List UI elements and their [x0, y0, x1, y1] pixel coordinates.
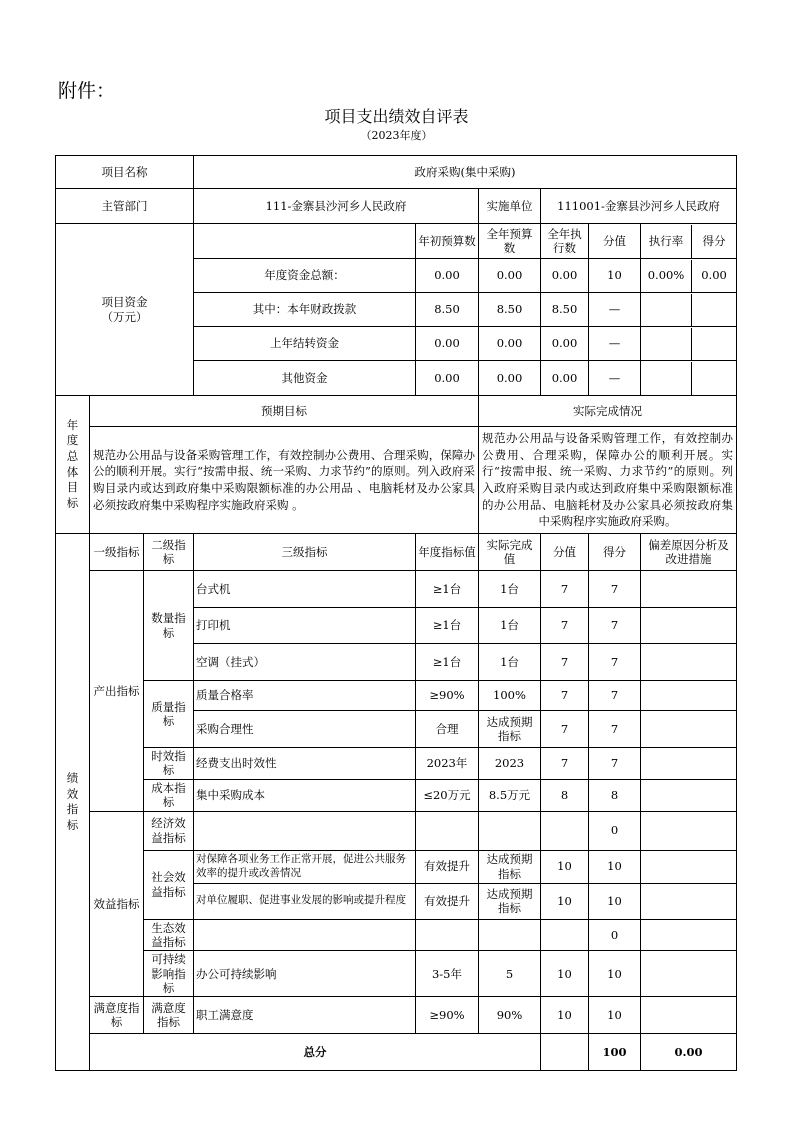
- funds-full: 0.00: [479, 327, 541, 361]
- funds-score: [692, 362, 736, 395]
- actual-text: 规范办公用品与设备采购管理工作，有效控制办公费用、合理采购，保障办公的顺利开展。实行“按需申报、统一采购、力求节约”的原则。列入政府采购目录内或达到政府集中采购限额标准的办公用品、电脑耗材及办公家具必须按政府集中采购程序实施政府采购。: [479, 427, 737, 534]
- indicator-name: 采购合理性: [194, 711, 416, 748]
- indicator-target: ≥90%: [416, 681, 479, 711]
- indicator-name: 对保障各项业务工作正常开展，促进公共服务效率的提升或改善情况: [194, 850, 416, 883]
- header-exec-rate: 执行率: [641, 225, 692, 258]
- indicator-name: 经费支出时效性: [194, 748, 416, 780]
- indicator-reason: [641, 571, 737, 608]
- indicator-name: 质量合格率: [194, 681, 416, 711]
- page-title: 项目支出绩效自评表: [324, 107, 469, 126]
- perf-row-ecological: [56, 919, 737, 951]
- indicator-value: [541, 919, 589, 951]
- sustainable-label: 可持续影响指标: [144, 951, 194, 997]
- funds-exec: 0.00: [541, 327, 589, 361]
- indicator-actual: 1台: [479, 608, 541, 644]
- funds-value: —: [589, 293, 641, 327]
- funds-score: [692, 294, 736, 326]
- total-blank: [541, 1034, 589, 1071]
- funds-row-label: 其中：本年财政拨款: [194, 293, 416, 327]
- header-exec-full: 全年执行数: [541, 224, 589, 259]
- indicator-name: [194, 811, 416, 850]
- attachment-label: 附件：: [58, 80, 116, 102]
- timeliness-label: 时效指标: [144, 748, 194, 780]
- expected-label: 预期目标: [90, 396, 479, 427]
- project-name: 政府采购(集中采购): [194, 156, 737, 189]
- funds-value: —: [589, 327, 641, 361]
- indicator-score: 8: [589, 779, 641, 811]
- perf-header-value: 分值: [541, 534, 589, 571]
- total-label: 总分: [90, 1034, 541, 1071]
- indicator-value: 7: [541, 608, 589, 644]
- funds-full: 0.00: [479, 259, 541, 293]
- indicator-reason: [641, 811, 737, 850]
- indicator-actual: 90%: [479, 997, 541, 1034]
- funds-initial: 8.50: [416, 293, 479, 327]
- indicator-actual: [479, 919, 541, 951]
- funds-rate-score: [641, 293, 737, 327]
- indicator-score: 7: [589, 644, 641, 681]
- perf-header-target: 年度指标值: [416, 534, 479, 571]
- satisfaction-l2: 满意度指标: [144, 997, 194, 1034]
- indicator-actual: 1台: [479, 571, 541, 608]
- perf-row-satisfaction: [56, 997, 737, 1034]
- total-value: 100: [589, 1034, 641, 1071]
- indicator-name: 空调（挂式）: [194, 644, 416, 681]
- indicator-actual: 100%: [479, 681, 541, 711]
- funds-initial: 0.00: [416, 259, 479, 293]
- total-row: [56, 1034, 737, 1071]
- indicator-actual: 达成预期指标: [479, 850, 541, 883]
- indicator-value: 7: [541, 644, 589, 681]
- funds-rate-score: [641, 327, 737, 361]
- indicator-name: 办公可持续影响: [194, 951, 416, 997]
- funds-rate: [641, 294, 692, 326]
- funds-row-label: 年度资金总额：: [194, 259, 416, 293]
- indicator-value: 10: [541, 850, 589, 883]
- funds-rate-score: [641, 259, 737, 293]
- benefit-label: 效益指标: [90, 811, 144, 997]
- indicator-score: 7: [589, 748, 641, 780]
- ecological-label: 生态效益指标: [144, 919, 194, 951]
- indicator-reason: [641, 919, 737, 951]
- funds-header-row: [56, 224, 737, 259]
- cost-label: 成本指标: [144, 779, 194, 811]
- perf-label: 绩 效 指 标: [56, 534, 90, 1071]
- indicator-name: 对单位履职、促进事业发展的影响或提升程度: [194, 883, 416, 919]
- header-budget-initial: 年初预算数: [416, 224, 479, 259]
- indicator-score: 7: [589, 711, 641, 748]
- indicator-target: 3-5年: [416, 951, 479, 997]
- indicator-actual: 1台: [479, 644, 541, 681]
- header-score: 得分: [702, 233, 726, 248]
- funds-full: 0.00: [479, 361, 541, 396]
- goal-header-row: [56, 396, 737, 427]
- indicator-score: 10: [589, 883, 641, 919]
- indicator-score: 7: [589, 571, 641, 608]
- indicator-actual: 2023: [479, 748, 541, 780]
- indicator-target: [416, 919, 479, 951]
- goal-label: 年 度 总 体 目 标: [56, 396, 90, 534]
- indicator-actual: 5: [479, 951, 541, 997]
- indicator-target: 有效提升: [416, 883, 479, 919]
- indicator-reason: [641, 997, 737, 1034]
- quantity-label: 数量指标: [144, 571, 194, 681]
- quality-label: 质量指标: [144, 681, 194, 748]
- indicator-target: [416, 811, 479, 850]
- perf-header-score: 得分: [589, 534, 641, 571]
- header-exec-rate-score: [641, 224, 737, 259]
- indicator-value: 7: [541, 748, 589, 780]
- year-label: （2023年度）: [360, 129, 433, 142]
- row-project-name: [56, 156, 737, 189]
- indicator-reason: [641, 748, 737, 780]
- funds-initial: 0.00: [416, 327, 479, 361]
- indicator-value: 7: [541, 711, 589, 748]
- funds-exec: 0.00: [541, 259, 589, 293]
- indicator-score: 7: [589, 681, 641, 711]
- expected-text: 规范办公用品与设备采购管理工作，有效控制办公费用、合理采购，保障办公的顺利开展。实行“按需申报、统一采购、力求节约”的原则。列入政府采购目录内或达到政府集中采购限额标准的办公用品 、电脑耗材及办公家具必须按政府集中采购程序实施政府采购 。: [90, 427, 479, 534]
- indicator-value: 7: [541, 681, 589, 711]
- indicator-score: 7: [589, 608, 641, 644]
- funds-score: [692, 328, 736, 360]
- indicator-reason: [641, 883, 737, 919]
- perf-row-social1: [56, 850, 737, 883]
- funds-label: 项目资金 （万元）: [56, 224, 194, 396]
- funds-initial: 0.00: [416, 361, 479, 396]
- economic-label: 经济效益指标: [144, 811, 194, 850]
- indicator-name: [194, 919, 416, 951]
- dept-label: 主管部门: [56, 189, 194, 224]
- perf-row-pass-rate: [56, 681, 737, 711]
- funds-rate: [641, 362, 692, 395]
- indicator-score: 0: [589, 919, 641, 951]
- indicator-score: 10: [589, 997, 641, 1034]
- indicator-value: 10: [541, 951, 589, 997]
- indicator-value: [541, 811, 589, 850]
- perf-header-actual: 实际完成值: [479, 534, 541, 571]
- indicator-actual: 达成预期指标: [479, 883, 541, 919]
- indicator-reason: [641, 644, 737, 681]
- project-name-label: 项目名称: [56, 156, 194, 189]
- indicator-reason: [641, 711, 737, 748]
- funds-score: 0.00: [701, 268, 727, 283]
- funds-rate: 0.00%: [641, 260, 692, 292]
- perf-row-economic: [56, 811, 737, 850]
- indicator-value: 8: [541, 779, 589, 811]
- dept: 111-金寨县沙河乡人民政府: [194, 189, 479, 224]
- indicator-target: 有效提升: [416, 850, 479, 883]
- indicator-actual: 8.5万元: [479, 779, 541, 811]
- indicator-reason: [641, 681, 737, 711]
- indicator-reason: [641, 850, 737, 883]
- indicator-name: 职工满意度: [194, 997, 416, 1034]
- perf-row-desktop: [56, 571, 737, 608]
- perf-header-row: [56, 534, 737, 571]
- indicator-target: ≥1台: [416, 608, 479, 644]
- header-score-value: 分值: [589, 224, 641, 259]
- total-score: 0.00: [641, 1034, 737, 1071]
- impl: 111001-金寨县沙河乡人民政府: [541, 189, 737, 224]
- indicator-target: ≥90%: [416, 997, 479, 1034]
- goal-text-row: [56, 427, 737, 534]
- indicator-reason: [641, 779, 737, 811]
- perf-header-lvl3: 三级指标: [194, 534, 416, 571]
- funds-value: 10: [589, 259, 641, 293]
- funds-exec: 8.50: [541, 293, 589, 327]
- funds-rate-score: [641, 361, 737, 396]
- perf-header-lvl1: 一级指标: [90, 534, 144, 571]
- indicator-target: ≥1台: [416, 571, 479, 608]
- indicator-score: 10: [589, 850, 641, 883]
- evaluation-table: [55, 155, 737, 1071]
- output-label: 产出指标: [90, 571, 144, 812]
- funds-rate: [641, 328, 692, 360]
- funds-row-label: 上年结转资金: [194, 327, 416, 361]
- indicator-name: 集中采购成本: [194, 779, 416, 811]
- funds-value: —: [589, 361, 641, 396]
- perf-row-timeliness: [56, 748, 737, 780]
- indicator-name: 打印机: [194, 608, 416, 644]
- indicator-value: 7: [541, 571, 589, 608]
- perf-row-sustainable: [56, 951, 737, 997]
- impl-label: 实施单位: [479, 189, 541, 224]
- indicator-reason: [641, 608, 737, 644]
- funds-full: 8.50: [479, 293, 541, 327]
- indicator-target: 2023年: [416, 748, 479, 780]
- indicator-target: 合理: [416, 711, 479, 748]
- indicator-score: 10: [589, 951, 641, 997]
- indicator-value: 10: [541, 883, 589, 919]
- indicator-actual: 达成预期指标: [479, 711, 541, 748]
- perf-row-cost: [56, 779, 737, 811]
- social-label: 社会效益指标: [144, 850, 194, 919]
- actual-label: 实际完成情况: [479, 396, 737, 427]
- funds-row-label: 其他资金: [194, 361, 416, 396]
- funds-header-blank: [194, 224, 416, 259]
- perf-header-lvl2: 二级指标: [144, 534, 194, 571]
- perf-header-reason: 偏差原因分析及改进措施: [641, 534, 737, 571]
- row-dept: [56, 189, 737, 224]
- header-budget-full: 全年预算数: [479, 224, 541, 259]
- indicator-target: ≤20万元: [416, 779, 479, 811]
- indicator-target: ≥1台: [416, 644, 479, 681]
- indicator-name: 台式机: [194, 571, 416, 608]
- indicator-reason: [641, 951, 737, 997]
- indicator-value: 10: [541, 997, 589, 1034]
- indicator-actual: [479, 811, 541, 850]
- funds-exec: 0.00: [541, 361, 589, 396]
- indicator-score: 0: [589, 811, 641, 850]
- satisfaction-l1: 满意度指标: [90, 997, 144, 1034]
